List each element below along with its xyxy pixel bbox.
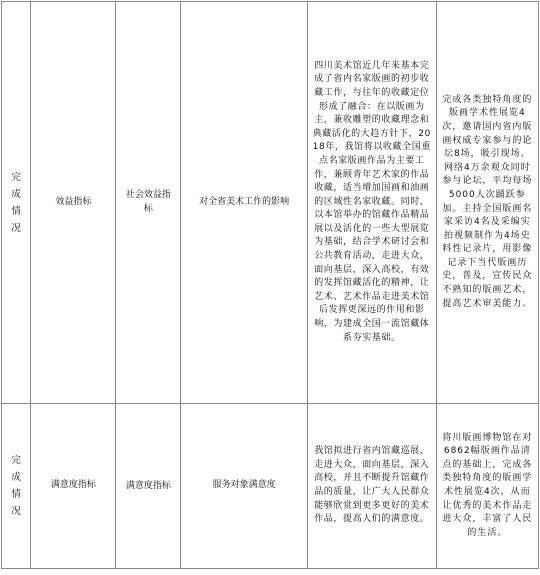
indicator-type-label: 满意度指标 [50,480,96,491]
indicator-content-cell [181,2,308,404]
category-cell [2,2,31,404]
indicator-type-cell [31,2,116,404]
sub-indicator-label: 满意度指标 [125,480,171,491]
indicator-content-label: 服务对象满意度 [212,480,276,491]
category-cell [2,404,31,569]
indicator-content-label: 对全省美术工作的影响 [199,196,290,207]
target-text-cell: 我馆拟进行省内馆藏巡展，走进大众，面向基层，深入高校，并且不断提升馆藏作品的质量，让广大人民群众能够欣赏到更多更好的美术作品，提高人们的满意度。 [307,404,436,569]
table-row [2,2,539,404]
sub-indicator-label: 社会效益指标 [125,190,171,215]
indicator-type-cell [31,404,116,569]
indicator-type-label: 效益指标 [55,196,92,207]
indicator-content-cell [181,404,308,569]
sub-indicator-cell [116,404,181,569]
category-label: 完成情况 [11,171,21,234]
table-row [2,404,539,569]
performance-table [1,1,539,569]
actual-text-cell: 将川版画博物馆在对6862幅版画作品清点的基础上，完成各类独特角度的版画学术性展览4次，从而让优秀的美术作品走进大众，丰富了人民的生活。 [436,404,538,569]
target-text-cell: 四川美术馆近几年来基本完成了省内名家版画的初步收藏工作，与往年的收藏定位形成了融合：在以版画为主，兼收雕塑的收藏理念和典藏活化的大趋方针下，2018年，我馆将以收藏全国重点名家版画作品为主要工作，兼顾青年艺术家的作品收藏，适当增加国画和油画的区域性名家收藏。同时，以本馆举办的馆藏作品精品展以及活化的一些大型展览为基础，结合学术研讨会和公共教育活动，走进大众，面向基层，深入高校，有效的发挥馆藏活化的精神，让艺术、艺术作品走进美术馆后发挥更深远的作用和影响，为建成全国一流馆藏体系夯实基础。 [307,2,436,404]
sub-indicator-cell [116,2,181,404]
actual-text-cell: 完成各类独特角度的版画学术性展览4次，邀请国内省内版画权威专家参与的论坛8场，吸引现场、网络4万余观众同时参与论坛，平均每场5000人次踊跃参加。主持全国版画名家采访4名及采编实拍视频制作为4场史料性记录片，用影像记录下当代版画历史，普及，宣传民众不熟知的版画艺术，提高艺术审美能力。 [436,2,538,404]
category-label: 完成情况 [11,455,21,517]
